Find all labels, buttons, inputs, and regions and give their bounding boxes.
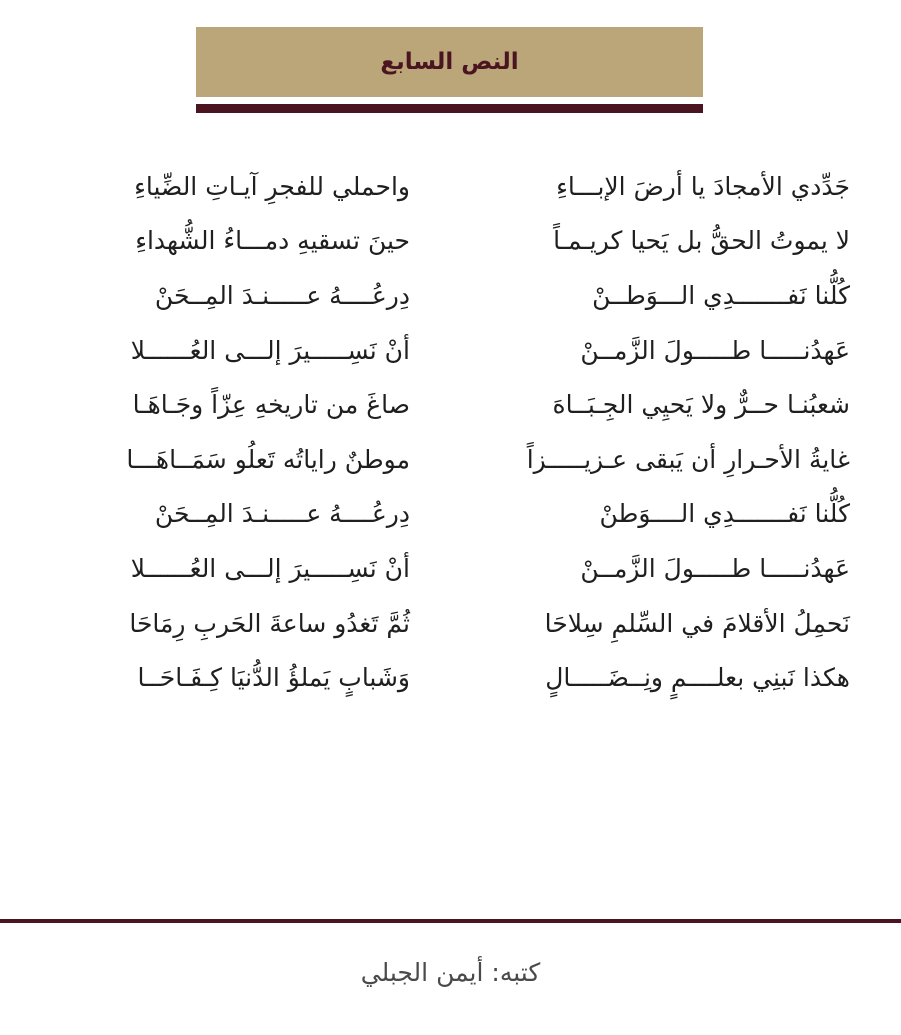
verse-10 bbox=[60, 650, 850, 705]
verse-second-hemistich: دِرعُــــهُ عـــــنـدَ المِــحَنْ bbox=[154, 499, 410, 529]
page-title: النص السابع bbox=[380, 49, 519, 75]
verse-first-hemistich: لا يموتُ الحقُّ بل يَحيا كريـمـاً bbox=[553, 226, 850, 256]
verse-second-hemistich: ثُمَّ تَغدُو ساعةَ الحَربِ رِمَاحَا bbox=[129, 608, 410, 638]
verse-7 bbox=[60, 487, 850, 542]
verse-1 bbox=[60, 159, 850, 214]
verse-second-hemistich: وَشَبابٍ يَملؤُ الدُّنيَا كِـفَـاحَــا bbox=[137, 663, 410, 693]
verse-second-hemistich: حينَ تسقيهِ دمـــاءُ الشُّهداءِ bbox=[135, 226, 410, 256]
verse-second-hemistich: واحملي للفجرِ آيـاتِ الضِّياءِ bbox=[134, 171, 410, 201]
verse-second-hemistich: صاغَ من تاريخهِ عِزّاً وجَـاهَـا bbox=[132, 390, 410, 420]
verse-first-hemistich: نَحمِلُ الأقلامَ في السِّلمِ سِلاحَا bbox=[544, 608, 850, 638]
verse-6 bbox=[60, 432, 850, 487]
verse-second-hemistich: موطنٌ راياتُه تَعلُو سَمَــاهَـــا bbox=[126, 444, 410, 474]
verse-first-hemistich: غايةُ الأحـرارِ أن يَبقى عـزيـــــزاً bbox=[526, 444, 850, 474]
verse-second-hemistich: دِرعُــــهُ عـــــنـدَ المِــحَنْ bbox=[154, 280, 410, 310]
verse-8 bbox=[60, 541, 850, 596]
title-box bbox=[196, 27, 703, 97]
verse-5 bbox=[60, 377, 850, 432]
verse-first-hemistich: عَهدُنـــــا طـــــولَ الزَّمــنْ bbox=[580, 335, 850, 365]
footer-divider bbox=[0, 919, 901, 923]
title-accent-bar bbox=[196, 104, 703, 113]
verse-second-hemistich: أنْ نَسِـــــيرَ إلـــى العُــــــلا bbox=[130, 553, 410, 583]
verse-2 bbox=[60, 214, 850, 269]
verse-first-hemistich: شعبُنـا حــرٌّ ولا يَحيِي الجِـبَــاهَ bbox=[552, 390, 850, 420]
verse-9 bbox=[60, 596, 850, 651]
verse-3 bbox=[60, 268, 850, 323]
verse-second-hemistich: أنْ نَسِـــــيرَ إلـــى العُــــــلا bbox=[130, 335, 410, 365]
verse-first-hemistich: جَدِّدي الأمجادَ يا أرضَ الإبـــاءِ bbox=[556, 171, 850, 201]
author-signature: كتبه: أيمن الجبلي bbox=[360, 958, 541, 987]
verse-first-hemistich: عَهدُنـــــا طـــــولَ الزَّمــنْ bbox=[580, 553, 850, 583]
poem bbox=[60, 159, 850, 705]
verse-first-hemistich: كُلُّنا نَفـــــــدِي الـــوَطــنْ bbox=[592, 280, 850, 310]
verse-4 bbox=[60, 323, 850, 378]
verse-first-hemistich: كُلُّنا نَفـــــــدِي الــــوَطنْ bbox=[599, 499, 850, 529]
verse-first-hemistich: هكذا نَبنِي بعلــــمٍ ونِــضَـــــالٍ bbox=[545, 663, 850, 693]
